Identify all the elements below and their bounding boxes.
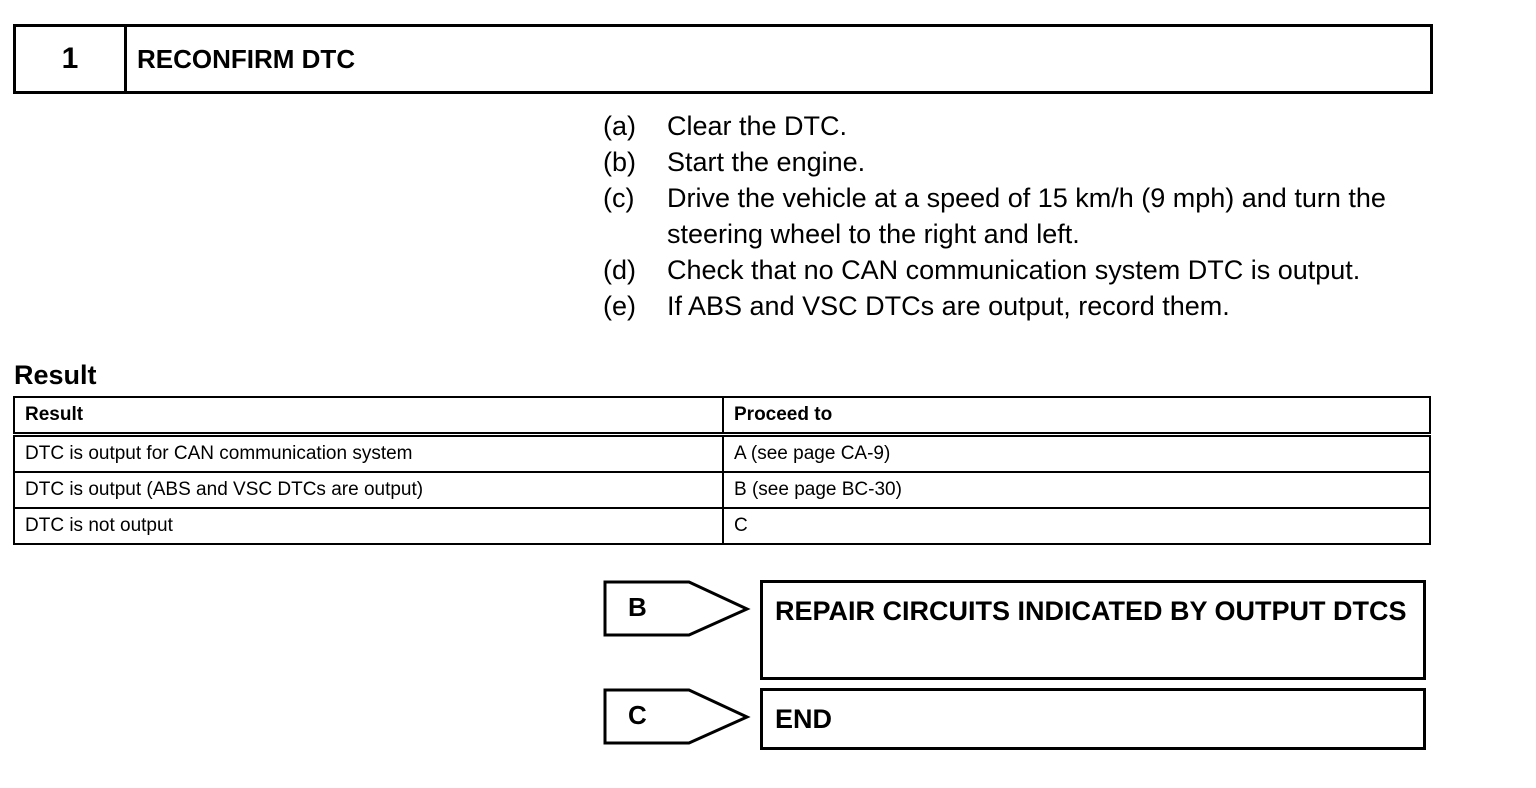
branch-b [603,580,1433,680]
proceed-cell: C [723,508,1430,544]
branch-arrow-tag [603,688,753,748]
step-item [603,144,1433,180]
table-row [14,508,1430,544]
step-label: (b) [603,147,636,177]
column-header-result: Result [14,397,723,435]
table-row [14,472,1430,508]
step-item [603,252,1433,288]
branch-letter: B [628,592,647,622]
result-cell: DTC is output (ABS and VSC DTCs are output) [14,472,723,508]
step-item [603,288,1433,324]
step-number: 1 [16,27,127,91]
step-text: Check that no CAN communication system DTC is output. [667,255,1361,285]
result-cell: DTC is output for CAN communication system [14,435,723,473]
step-label: (a) [603,111,636,141]
column-header-proceed: Proceed to [723,397,1430,435]
branch-arrow-tag [603,580,753,640]
branch-action-box: END [760,688,1426,750]
step-item [603,180,1433,252]
branch-letter: C [628,700,647,730]
result-cell: DTC is not output [14,508,723,544]
step-label: (c) [603,183,635,213]
step-text: If ABS and VSC DTCs are output, record them. [667,291,1230,321]
branch-c [603,688,1433,750]
step-text: Clear the DTC. [667,111,848,141]
step-title: RECONFIRM DTC [137,43,356,74]
step-text: Start the engine. [667,147,866,177]
table-row [14,435,1430,473]
table-header-row [14,397,1430,435]
step-text: Drive the vehicle at a speed of 15 km/h (9 mph) and turn the steering wheel to the right and left. [667,183,1386,249]
step-label: (e) [603,291,636,321]
step-header [13,24,1433,94]
procedure-steps [603,108,1433,324]
step-label: (d) [603,255,636,285]
proceed-cell: A (see page CA-9) [723,435,1430,473]
result-heading: Result [14,360,97,390]
result-table [13,396,1431,545]
step-item [603,108,1433,144]
branch-action-box: REPAIR CIRCUITS INDICATED BY OUTPUT DTCS [760,580,1426,680]
proceed-cell: B (see page BC-30) [723,472,1430,508]
